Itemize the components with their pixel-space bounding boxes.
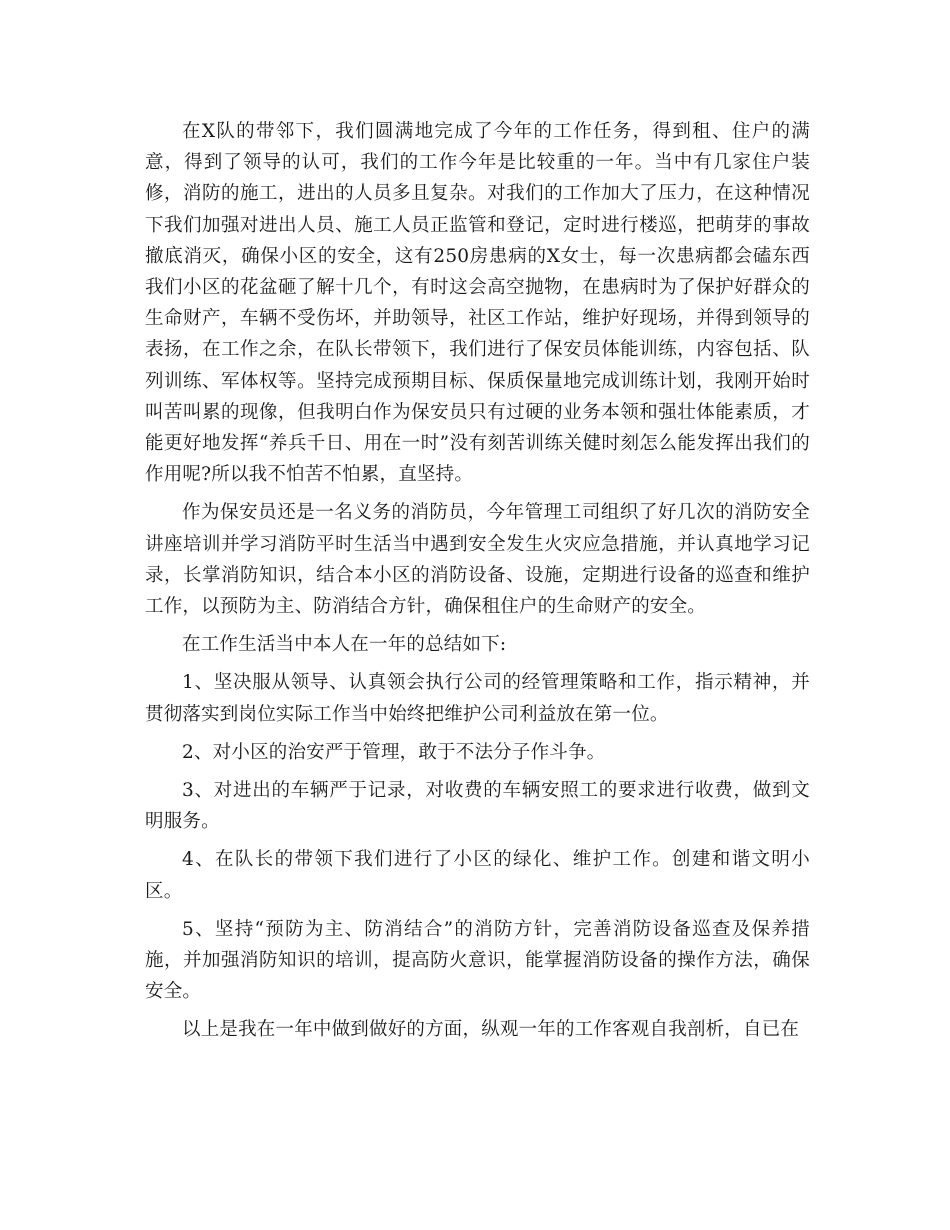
paragraph-summary-heading: 在工作生活当中本人在一年的总结如下:: [182, 634, 507, 656]
paragraph-conclusion: 以上是我在一年中做到做好的方面，纵观一年的工作客观自我剖析，自已在: [182, 1019, 800, 1041]
list-item-5: 5、坚持“预防为主、防消结合”的消防方针，完善消防设备巡查及保养措施，并加强消防知识的培训，提高防火意识，能掌握消防设备的操作方法，确保安全。: [145, 918, 810, 1003]
list-item-2: 2、对小区的治安严于管理，敢于不法分子作斗争。: [182, 741, 606, 763]
list-item-3: 3、对进出的车辆严于记录，对收费的车辆安照工的要求进行收费，做到文明服务。: [145, 780, 810, 833]
list-item-1: 1、坚决服从领导、认真领会执行公司的经管理策略和工作，指示精神，并贯彻落实到岗位实际工作当中始终把维护公司利益放在第一位。: [145, 672, 810, 725]
document-body: [145, 116, 810, 1053]
paragraph-fire-safety: 作为保安员还是一名义务的消防员，今年管理工司组织了好几次的消防安全讲座培训并学习消防平时生活当中遇到安全发生火灾应急措施，并认真地学习记录，长掌消防知识，结合本小区的消防设备、设施，定期进行设备的巡查和维护工作，以预防为主、防消结合方针，确保租住户的生命财产的安全。: [145, 502, 810, 618]
paragraph-intro: 在X队的带邻下，我们圆满地完成了今年的工作任务，得到租、住户的满意，得到了领导的认可，我们的工作今年是比较重的一年。当中有几家住户装修，消防的施工，进出的人员多且复杂。对我们的工作加大了压力，在这种情况下我们加强对进出人员、施工人员正监管和登记，定时进行楼巡，把萌芽的事故撤底消灭，确保小区的安全，这有250房患病的X女士，每一次患病都会磕东西我们小区的花盆砸了解十几个，有时这会高空抛物，在患病时为了保护好群众的生命财产，车辆不受伤坏，并助领导，社区工作站，维护好现场，并得到领导的表扬，在工作之余，在队长带领下，我们进行了保安员体能训练，内容包括、队列训练、军体权等。坚持完成预期目标、保质保量地完成训练计划，我刚开始时叫苦叫累的现像，但我明白作为保安员只有过硬的业务本领和强壮体能素质，才能更好地发挥“养兵千日、用在一时”没有刻苦训练关健时刻怎么能发挥出我们的作用呢?所以我不怕苦不怕累，直坚持。: [145, 121, 810, 486]
list-item-4: 4、在队长的带领下我们进行了小区的绿化、维护工作。创建和谐文明小区。: [145, 849, 810, 902]
